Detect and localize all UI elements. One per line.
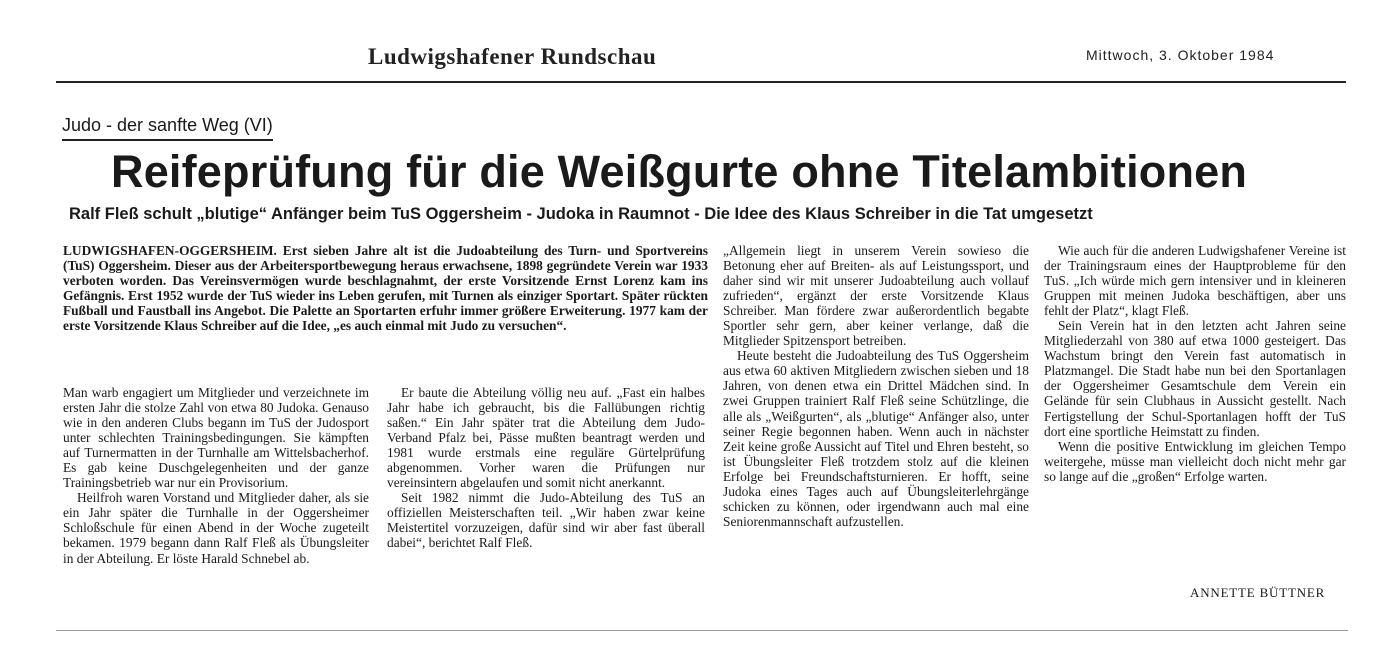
paragraph: Man warb engagiert um Mitglieder und verzeichnete im ersten Jahr die stolze Zahl von etwa 80 Judoka. Genauso wie in den anderen Clubs begann im TuS der Judosport unter schlechten Trainingsbedingungen. Sie kämpften auf Turnermatten in der Turnhalle am Wittelsbacherhof. Es gab keine Duschgelegenheiten und der ganze Trainingsbetrieb war nur ein Provisorium. [63, 385, 369, 491]
article-column-2 [387, 385, 705, 551]
article-column-3 [723, 243, 1029, 529]
paragraph: Wie auch für die anderen Ludwigshafener Vereine ist der Trainingsraum eines der Hauptprobleme für den TuS. „Ich würde mich gern intensiver und in kleineren Gruppen mit meinen Judoka beschäftigen, aber uns fehlt der Platz“, klagt Fleß. [1044, 243, 1346, 319]
publication-date: Mittwoch, 3. Oktober 1984 [1086, 47, 1275, 63]
newspaper-masthead: Ludwigshafener Rundschau [368, 44, 657, 69]
article-author: ANNETTE BÜTTNER [1190, 585, 1326, 600]
article-kicker: Judo - der sanfte Weg (VI) [62, 115, 273, 141]
paragraph: Heilfroh waren Vorstand und Mitglieder daher, als sie ein Jahr später die Turnhalle in der Oggersheimer Schloßschule für einen Abend in der Woche zugeteilt bekamen. 1979 begann dann Ralf Fleß als Übungsleiter in der Abteilung. Er löste Harald Schnebel ab. [63, 490, 369, 566]
article-column-4 [1044, 243, 1346, 484]
paragraph: Heute besteht die Judoabteilung des TuS Oggersheim aus etwa 60 aktiven Mitgliedern zwischen sieben und 18 Jahren, von denen etwa ein Drittel Mädchen sind. In zwei Gruppen trainiert Ralf Fleß seine Schützlinge, die alle als „Weißgurten“, als „blutige“ Anfänger also, unter seiner Regie begonnen haben. Wenn auch in nächster Zeit keine große Aussicht auf Titel und Ehren besteht, so ist Übungsleiter Fleß trotzdem stolz auf die kleinen Erfolge bei Freundschaftsturnieren. Er hofft, seine Judoka eines Tages auch auf Übungsleiterlehrgänge schicken zu können, oder irgendwann auch mal eine Seniorenmannschaft aufzustellen. [723, 348, 1029, 529]
paragraph: Sein Verein hat in den letzten acht Jahren seine Mitgliederzahl von 380 auf etwa 1000 gesteigert. Das Wachstum bringt den Verein fast automatisch in Platzmangel. Die Stadt habe nun bei den Sportanlagen der Oggersheimer Gesamtschule dem Verein ein Gelände für sein Clubhaus in Aussicht gestellt. Nach Fertigstellung der Schul-Sportanlagen hofft der TuS dort eine sportliche Heimstatt zu finden. [1044, 318, 1346, 439]
article-bottom-rule [56, 630, 1348, 631]
paragraph: Wenn die positive Entwicklung im gleichen Tempo weitergehe, müsse man vielleicht doch nicht mehr gar so lange auf die „großen“ Erfolge warten. [1044, 438, 1346, 484]
masthead-rule [56, 81, 1346, 83]
article-column-1 [63, 385, 369, 566]
paragraph: Seit 1982 nimmt die Judo-Abteilung des TuS an offiziellen Meisterschaften teil. „Wir haben zwar keine Meistertitel vorzuzeigen, dafür sind wir aber fast überall dabei“, berichtet Ralf Fleß. [387, 490, 705, 551]
article-lead: LUDWIGSHAFEN-OGGERSHEIM. Erst sieben Jahre alt ist die Judoabteilung des Turn- und Sportvereins (TuS) Oggersheim. Dieser aus der Arbeitersportbewegung heraus erwachsene, 1898 gegründete Verein war 1933 verboten worden. Das Vereinsvermögen wurde beschlagnahmt, der erste Vorsitzende Ernst Lorenz kam ins Gefängnis. Erst 1952 wurde der TuS wieder ins Leben gerufen, mit Turnen als einziger Sportart. Später rückten Fußball und Faustball ins Angebot. Die Palette an Sportarten erfuhr immer größere Erweiterung. 1977 kam der erste Vorsitzende Klaus Schreiber auf die Idee, „es auch einmal mit Judo zu versuchen“. [63, 243, 708, 334]
article-headline: Reifeprüfung für die Weißgurte ohne Titelambitionen [111, 146, 1248, 197]
paragraph: „Allgemein liegt in unserem Verein sowieso die Betonung eher auf Breiten- als auf Leistungssport, und daher sind wir mit unserer Judoabteilung auch vollauf zufrieden“, ergänzt der erste Vorsitzende Klaus Schreiber. Man fördere zwar außerordentlich begabte Sportler sehr gern, aber keiner verlange, daß die Mitglieder Spitzensport betreiben. [723, 243, 1029, 349]
article-subheadline: Ralf Fleß schult „blutige“ Anfänger beim TuS Oggersheim - Judoka in Raumnot - Die Idee des Klaus Schreiber in die Tat umgesetzt [69, 205, 1093, 223]
paragraph: Er baute die Abteilung völlig neu auf. „Fast ein halbes Jahr habe ich gebraucht, bis die Fallübungen richtig saßen.“ Ein Jahr später trat die Abteilung dem Judo-Verband Pfalz bei, Pässe mußten beantragt werden und 1981 wurde erstmals eine reguläre Gürtelprüfung abgenommen. Vorher waren die Prüfungen nur vereinsintern abgelaufen und somit nicht anerkannt. [387, 385, 705, 491]
article-lead-column [63, 243, 708, 333]
